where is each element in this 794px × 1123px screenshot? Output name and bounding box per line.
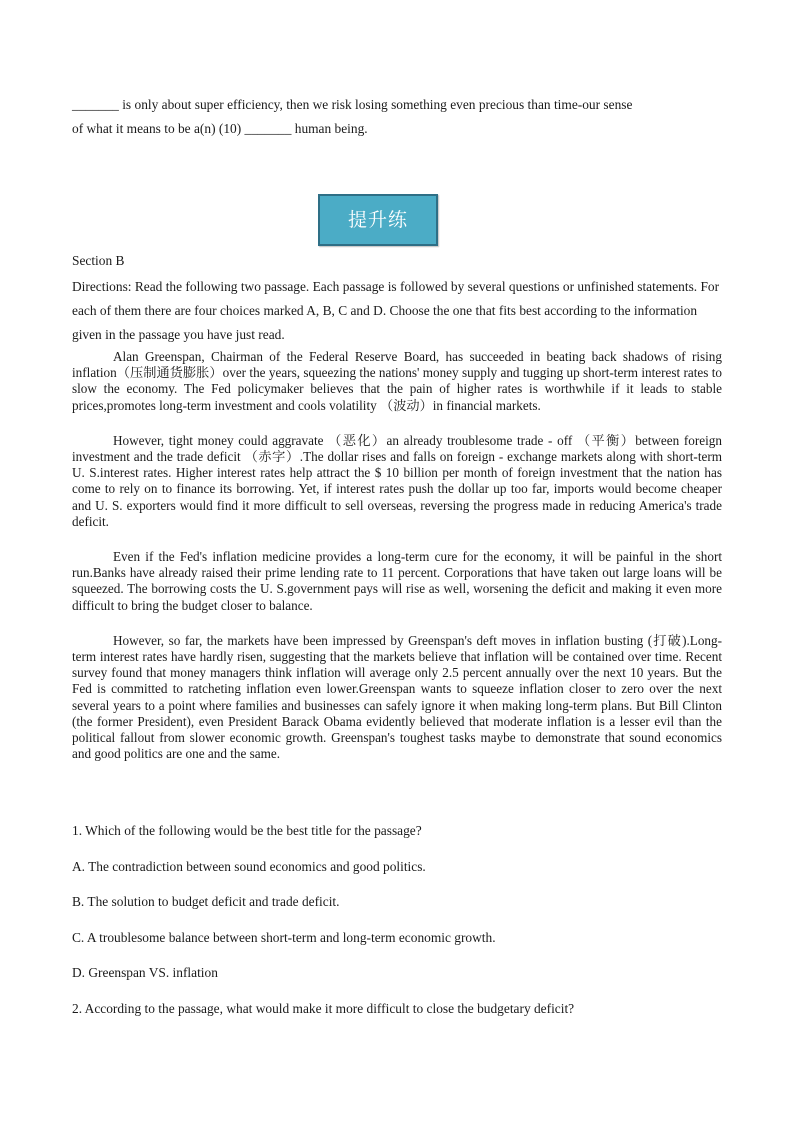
option-c: C. A troublesome balance between short-term and long-term economic growth. xyxy=(72,929,496,945)
reading-passage xyxy=(72,349,722,781)
question-list xyxy=(72,821,722,1034)
intro-line-2: of what it means to be a(n) (10) _______ human being. xyxy=(72,121,368,136)
passage-paragraph: However, so far, the markets have been impressed by Greenspan's deft moves in inflation busting (打破).Long-term interest rates have hardly risen, suggesting that the markets believe that inflation will be contained over time. Recent survey found that money managers think inflation will average only 2.5 percent annually over the next 10 years. But the Fed is committed to ratcheting inflation even lower.Greenspan wants to squeeze inflation closer to zero over the next several years to a point where families and businesses can safely ignore it when making long-term plans. But Bill Clinton (the former President), even President Barack Obama evidently believed that moderate inflation is a lesser evil than the political fallout from slower economic growth. Greenspan's toughest tasks maybe to demonstrate that sound economics and good politics are one and the same. xyxy=(72,632,722,762)
intro-line-1: _______ is only about super efficiency, then we risk losing something even precious than time-our sense xyxy=(72,97,633,112)
option-b: B. The solution to budget deficit and trade deficit. xyxy=(72,894,340,909)
practice-badge: 提升练 xyxy=(318,194,438,246)
directions-text: Directions: Read the following two passage. Each passage is followed by several questions or unfinished statements. For each of them there are four choices marked A, B, C and D. Choose the one that fits best according to the information given in the passage you have just read. xyxy=(72,279,720,342)
passage-paragraph: Alan Greenspan, Chairman of the Federal Reserve Board, has succeeded in beating back shadows of rising inflation（压制通货膨胀）over the years, squeezing the nations' money supply and tugging up short-term interest rates to slow the economy. The Fed policymaker believes that the pain of higher rates is worthwhile if it leads to stable prices,promotes long-term investment and cools volatility （波动）in financial markets. xyxy=(72,349,722,413)
section-label: Section B xyxy=(72,253,125,268)
question-1: 1. Which of the following would be the best title for the passage? xyxy=(72,823,422,838)
intro-text xyxy=(72,93,722,141)
passage-paragraph: Even if the Fed's inflation medicine provides a long-term cure for the economy, it will be painful in the short run.Banks have already raised their prime lending rate to 11 percent. Corporations that have taken out large loans will be squeezed. The borrowing costs the U. S.government pays will rise as well, worsening the deficit and making it even more difficult to bring the budget closer to balance. xyxy=(72,549,722,613)
question-2: 2. According to the passage, what would make it more difficult to close the budgetary deficit? xyxy=(72,1000,575,1016)
option-a: A. The contradiction between sound economics and good politics. xyxy=(72,858,426,874)
directions xyxy=(72,275,722,347)
passage-paragraph: However, tight money could aggravate （恶化）an already troublesome trade - off （平衡）between foreign investment and the trade deficit （赤字）.The dollar rises and falls on foreign - exchange markets along with short-term U. S.interest rates. Higher interest rates help attract the $ 10 billion per month of foreign investment that the nation has come to rely on to finance its borrowing. Yet, if interest rates push the dollar up too far, imports would become cheaper and U. S. exporters would find it more difficult to sell overseas, reversing the progress made in reducing America's trade deficit. xyxy=(72,432,722,529)
option-d: D. Greenspan VS. inflation xyxy=(72,965,218,980)
